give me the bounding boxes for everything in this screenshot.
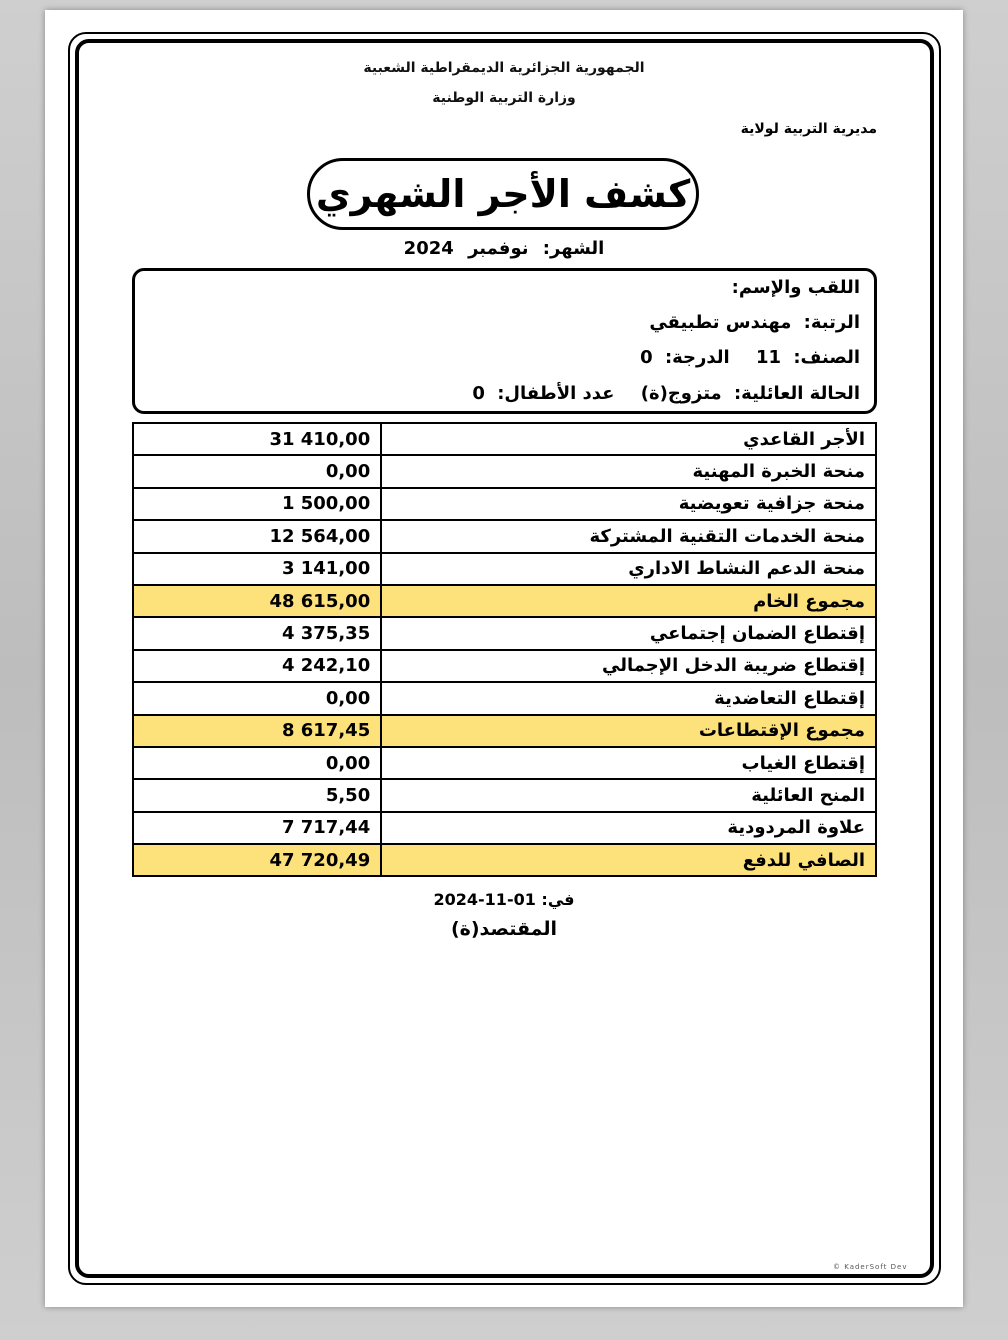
row-label: علاوة المردودية (381, 812, 876, 844)
row-label: مجموع الخام (381, 585, 876, 617)
table-row (133, 747, 876, 779)
month-year: 2024 (403, 238, 454, 259)
copyright-text: © KaderSoft Dev (833, 1263, 908, 1271)
rank-row (643, 312, 860, 333)
class-label: الصنف: (793, 347, 860, 368)
republic-heading: الجمهورية الجزائرية الديمقراطية الشعبية (363, 60, 645, 76)
grade-value: 0 (640, 347, 653, 368)
month-line (45, 238, 963, 259)
payslip-content (45, 10, 963, 1307)
row-value: 0,00 (133, 682, 381, 714)
row-value: 5,50 (133, 779, 381, 811)
table-total-row (133, 585, 876, 617)
employee-info-box (132, 268, 877, 414)
row-label: منحة الخدمات التقنية المشتركة (381, 520, 876, 552)
rank-value: مهندس تطبيقي (649, 312, 792, 333)
payslip-page (45, 10, 963, 1307)
name-label: اللقب والإسم: (731, 277, 860, 298)
date-label: في: (541, 890, 575, 909)
directorate-heading: مديرية التربية لولاية (740, 121, 877, 137)
children-value: 0 (472, 383, 485, 404)
row-label: إقتطاع ضريبة الدخل الإجمالي (381, 650, 876, 682)
pay-table-body (133, 423, 876, 876)
row-value: 48 615,00 (133, 585, 381, 617)
date-line (45, 890, 963, 909)
class-value: 11 (756, 347, 782, 368)
family-label: الحالة العائلية: (733, 383, 860, 404)
row-label: الصافي للدفع (381, 844, 876, 876)
row-value: 1 500,00 (133, 488, 381, 520)
page-title (307, 158, 699, 230)
row-value: 0,00 (133, 747, 381, 779)
table-row (133, 812, 876, 844)
pay-table (132, 422, 877, 877)
ministry-heading: وزارة التربية الوطنية (432, 90, 576, 106)
row-value: 4 375,35 (133, 617, 381, 649)
row-label: المنح العائلية (381, 779, 876, 811)
row-label: منحة الدعم النشاط الاداري (381, 553, 876, 585)
row-label: إقتطاع الغياب (381, 747, 876, 779)
table-row (133, 553, 876, 585)
row-label: منحة جزافية تعويضية (381, 488, 876, 520)
table-row (133, 650, 876, 682)
table-total-row (133, 715, 876, 747)
table-row (133, 423, 876, 455)
month-label: الشهر: (542, 238, 605, 259)
row-label: الأجر القاعدي (381, 423, 876, 455)
table-row (133, 520, 876, 552)
row-label: مجموع الإقتطاعات (381, 715, 876, 747)
table-row (133, 779, 876, 811)
row-value: 3 141,00 (133, 553, 381, 585)
table-row (133, 617, 876, 649)
row-value: 47 720,49 (133, 844, 381, 876)
row-label: منحة الخبرة المهنية (381, 455, 876, 487)
row-value: 0,00 (133, 455, 381, 487)
row-label: إقتطاع التعاضدية (381, 682, 876, 714)
table-row (133, 455, 876, 487)
table-total-row (133, 844, 876, 876)
family-value: متزوج(ة) (640, 383, 722, 404)
children-label: عدد الأطفال: (497, 383, 615, 404)
name-row (720, 277, 860, 298)
class-grade-row (634, 347, 860, 368)
row-value: 12 564,00 (133, 520, 381, 552)
grade-label: الدرجة: (664, 347, 730, 368)
table-row (133, 682, 876, 714)
date-value: 2024-11-01 (433, 890, 536, 909)
row-value: 8 617,45 (133, 715, 381, 747)
month-name: نوفمبر (468, 238, 529, 259)
accountant-signature: المقتصد(ة) (450, 918, 558, 940)
page-title-text: كشف الأجر الشهري (315, 172, 691, 216)
row-label: إقتطاع الضمان إجتماعي (381, 617, 876, 649)
family-row (466, 383, 860, 404)
row-value: 31 410,00 (133, 423, 381, 455)
row-value: 4 242,10 (133, 650, 381, 682)
rank-label: الرتبة: (803, 312, 860, 333)
table-row (133, 488, 876, 520)
row-value: 7 717,44 (133, 812, 381, 844)
